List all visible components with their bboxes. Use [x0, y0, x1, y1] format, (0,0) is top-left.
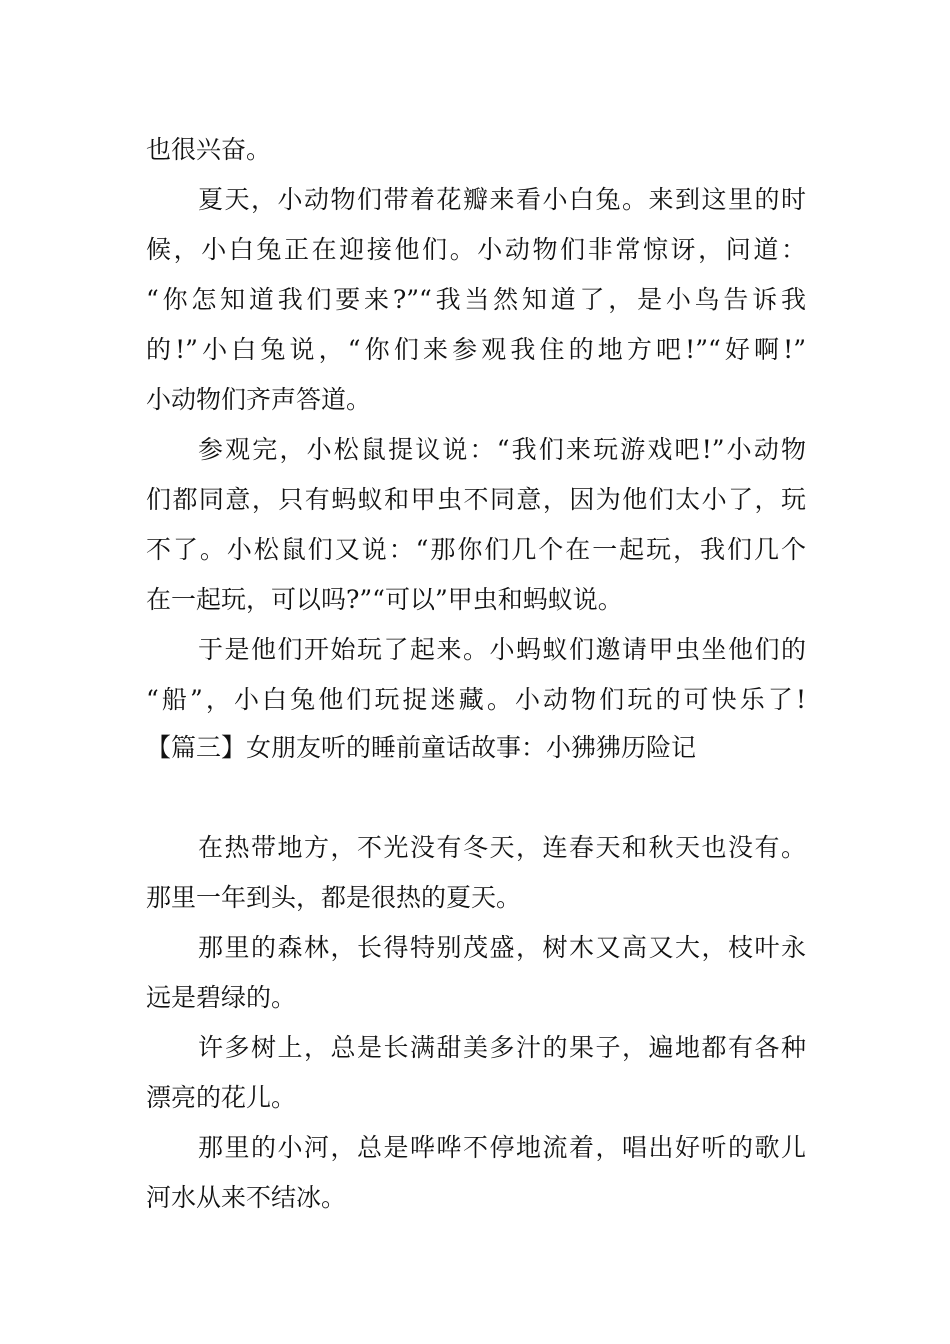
text-line: 小动物们齐声答道。 — [146, 385, 372, 414]
paragraph-start-line: 夏天，小动物们带着花瓣来看小白兔。来到这里的时 — [198, 185, 806, 214]
paragraph-start-line: 在热带地方，不光没有冬天，连春天和秋天也没有。 — [198, 833, 806, 862]
paragraph-start-line: 许多树上，总是长满甜美多汁的果子，遍地都有各种 — [198, 1033, 806, 1062]
text-line: 的!”小白兔说，“你们来参观我住的地方吧!”“好啊!” — [146, 335, 806, 364]
text-line: 候，小白兔正在迎接他们。小动物们非常惊讶，问道： — [146, 235, 806, 264]
text-line: 也很兴奋。 — [146, 135, 272, 164]
paragraph-start-line: 参观完，小松鼠提议说：“我们来玩游戏吧!”小动物 — [198, 435, 806, 464]
text-line: 们都同意，只有蚂蚁和甲虫不同意，因为他们太小了，玩 — [146, 485, 806, 514]
text-line: 远是碧绿的。 — [146, 983, 297, 1012]
section-heading: 【篇三】女朋友听的睡前童话故事：小狒狒历险记 — [146, 733, 697, 762]
text-line: “你怎知道我们要来?”“我当然知道了，是小鸟告诉我 — [146, 285, 806, 314]
text-line: 河水从来不结冰。 — [146, 1183, 347, 1212]
text-line: 不了。小松鼠们又说：“那你们几个在一起玩，我们几个 — [146, 535, 806, 564]
paragraph-start-line: 那里的小河，总是哗哗不停地流着，唱出好听的歌儿 — [198, 1133, 806, 1162]
text-line: 那里一年到头，都是很热的夏天。 — [146, 883, 522, 912]
text-line: 在一起玩，可以吗?”“可以”甲虫和蚂蚁说。 — [146, 585, 623, 614]
text-line: “船”，小白兔他们玩捉迷藏。小动物们玩的可快乐了! — [146, 685, 806, 714]
paragraph-start-line: 于是他们开始玩了起来。小蚂蚁们邀请甲虫坐他们的 — [198, 635, 806, 664]
text-line: 漂亮的花儿。 — [146, 1083, 297, 1112]
paragraph-start-line: 那里的森林，长得特别茂盛，树木又高又大，枝叶永 — [198, 933, 806, 962]
